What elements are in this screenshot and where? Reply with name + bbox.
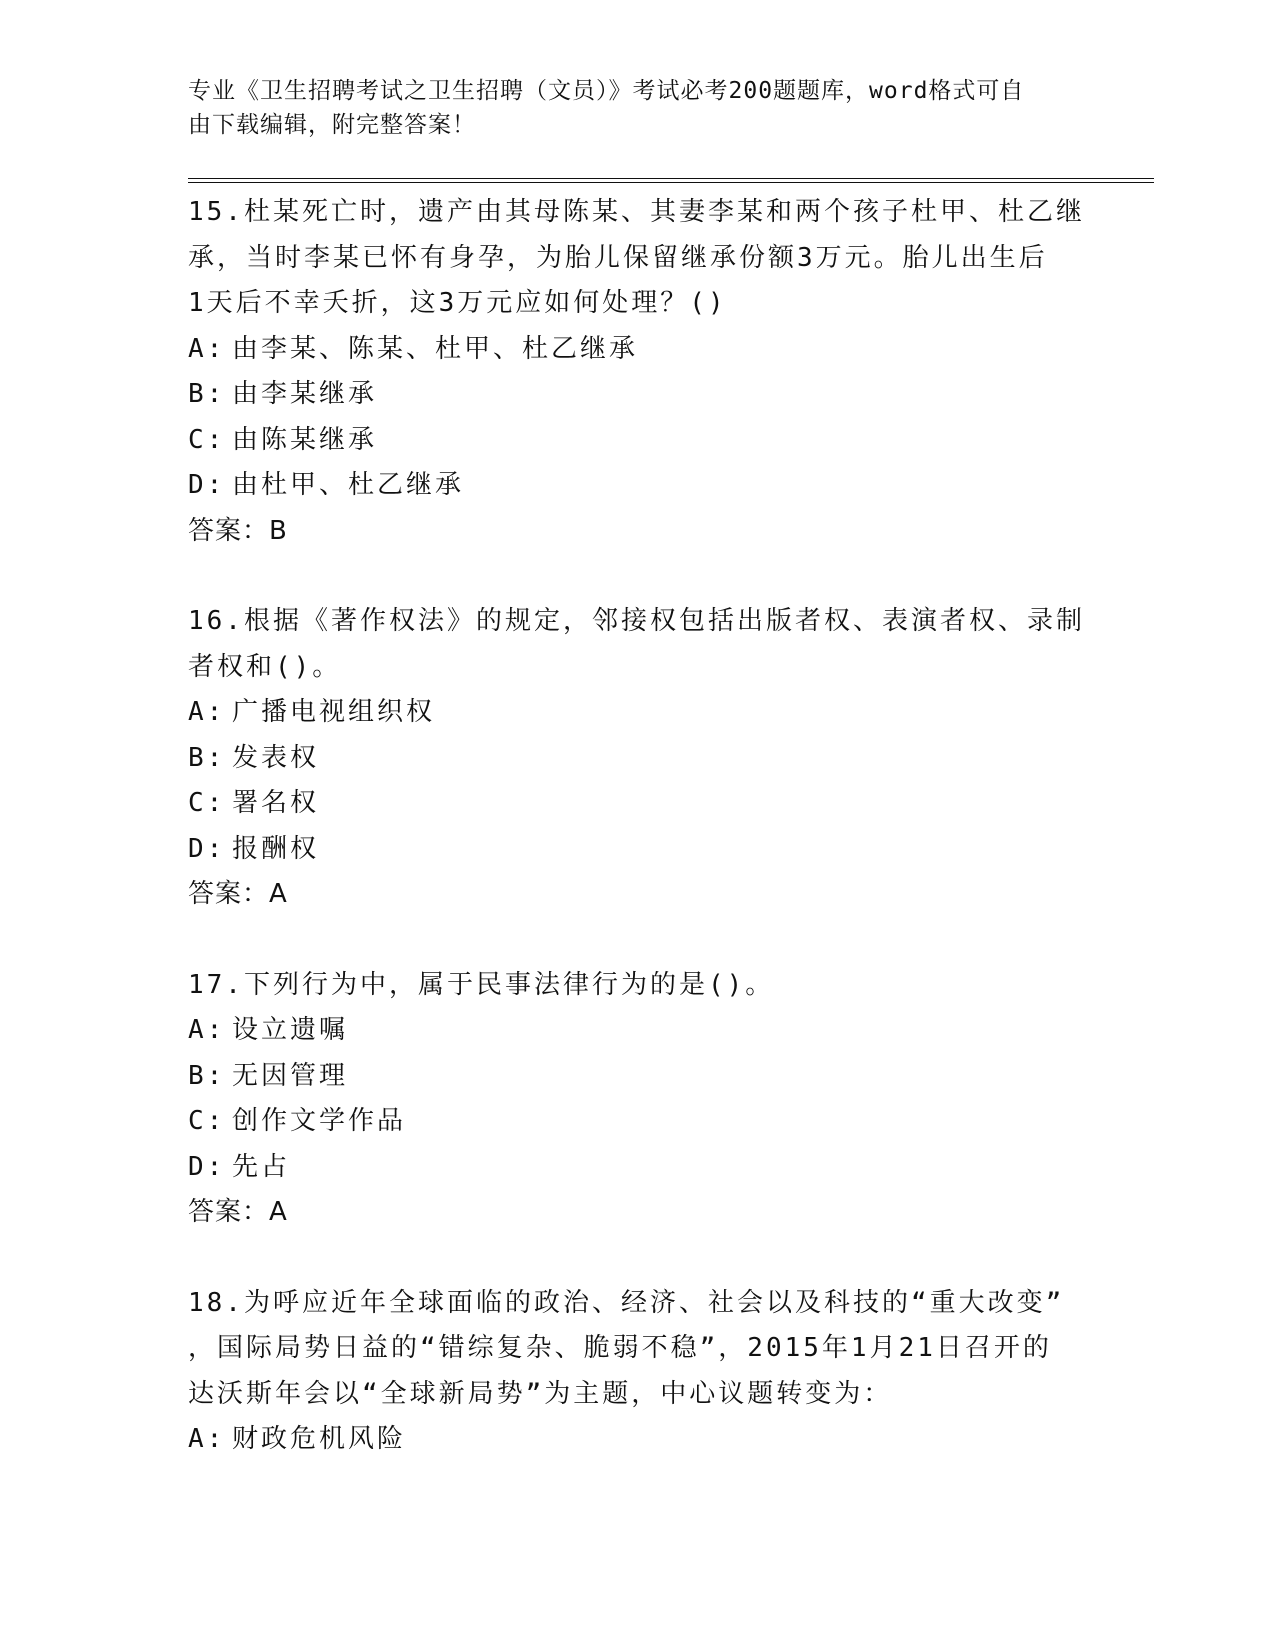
question-gap: [188, 918, 1088, 963]
question-15: [188, 190, 1088, 554]
header-divider-top: [188, 178, 1154, 179]
option-d: [188, 827, 1088, 873]
option-text: 财政危机风险: [232, 1424, 407, 1454]
document-header: [188, 74, 1088, 142]
option-label: A:: [188, 697, 226, 727]
option-label: B:: [188, 379, 226, 409]
option-label: C:: [188, 424, 226, 455]
option-a: [188, 327, 1088, 373]
option-text: 报酬权: [232, 833, 320, 864]
question-list: [188, 190, 1088, 1463]
stem-line: 1天后不幸夭折，这3万元应如何处理？(): [188, 288, 727, 318]
option-a: [188, 1417, 1088, 1463]
option-c: [188, 781, 1088, 827]
option-c: [188, 418, 1088, 464]
option-label: D:: [188, 470, 226, 500]
question-stem: [188, 190, 1088, 327]
option-label: A:: [188, 1424, 226, 1454]
option-b: [188, 736, 1088, 782]
option-b: [188, 1054, 1088, 1100]
stem-line: ，国际局势日益的“错综复杂、脆弱不稳”，2015年1月21日召开的: [188, 1333, 1052, 1363]
option-text: 创作文学作品: [232, 1106, 407, 1136]
question-gap: [188, 554, 1088, 599]
option-text: 发表权: [232, 742, 320, 773]
option-label: D:: [188, 1151, 226, 1182]
option-text: 广播电视组织权: [232, 697, 436, 727]
question-16: [188, 599, 1088, 918]
option-label: B:: [188, 742, 226, 773]
stem-line: 15.杜某死亡时，遗产由其母陈某、其妻李某和两个孩子杜甲、杜乙继: [188, 197, 1085, 227]
option-text: 由李某、陈某、杜甲、杜乙继承: [232, 333, 639, 364]
stem-line: 16.根据《著作权法》的规定，邻接权包括出版者权、表演者权、录制: [188, 606, 1085, 636]
option-c: [188, 1099, 1088, 1145]
option-d: [188, 463, 1088, 509]
option-d: [188, 1145, 1088, 1191]
option-label: C:: [188, 788, 226, 818]
stem-line: 18.为呼应近年全球面临的政治、经济、社会以及科技的“重大改变”: [188, 1287, 1065, 1318]
stem-line: 承，当时李某已怀有身孕，为胎儿保留继承份额3万元。胎儿出生后: [188, 242, 1048, 273]
header-line-2: 由下载编辑，附完整答案！: [188, 112, 476, 138]
option-label: B:: [188, 1060, 226, 1091]
option-b: [188, 372, 1088, 418]
option-label: D:: [188, 833, 226, 864]
stem-line: 者权和()。: [188, 651, 342, 682]
answer-line: 答案：A: [188, 1197, 288, 1227]
stem-line: 17.下列行为中，属于民事法律行为的是()。: [188, 969, 775, 1000]
question-17: [188, 963, 1088, 1236]
header-line-1: 专业《卫生招聘考试之卫生招聘（文员）》考试必考200题题库，word格式可自: [188, 78, 1025, 104]
option-text: 先占: [232, 1151, 291, 1182]
option-label: C:: [188, 1106, 226, 1136]
option-label: A:: [188, 333, 226, 364]
question-stem: [188, 1281, 1088, 1418]
header-divider-bottom: [188, 182, 1154, 183]
option-text: 设立遗嘱: [232, 1015, 349, 1045]
answer-line: 答案：A: [188, 879, 288, 909]
option-text: 无因管理: [232, 1060, 349, 1091]
option-text: 由杜甲、杜乙继承: [232, 470, 465, 500]
option-a: [188, 1008, 1088, 1054]
question-stem: [188, 963, 1088, 1009]
question-gap: [188, 1236, 1088, 1281]
option-a: [188, 690, 1088, 736]
question-stem: [188, 599, 1088, 690]
option-text: 由陈某继承: [232, 424, 378, 455]
answer-line: 答案：B: [188, 515, 288, 546]
stem-line: 达沃斯年会以“全球新局势”为主题，中心议题转变为：: [188, 1378, 893, 1409]
question-18: [188, 1281, 1088, 1463]
option-label: A:: [188, 1015, 226, 1045]
option-text: 署名权: [232, 788, 320, 818]
option-text: 由李某继承: [232, 379, 378, 409]
